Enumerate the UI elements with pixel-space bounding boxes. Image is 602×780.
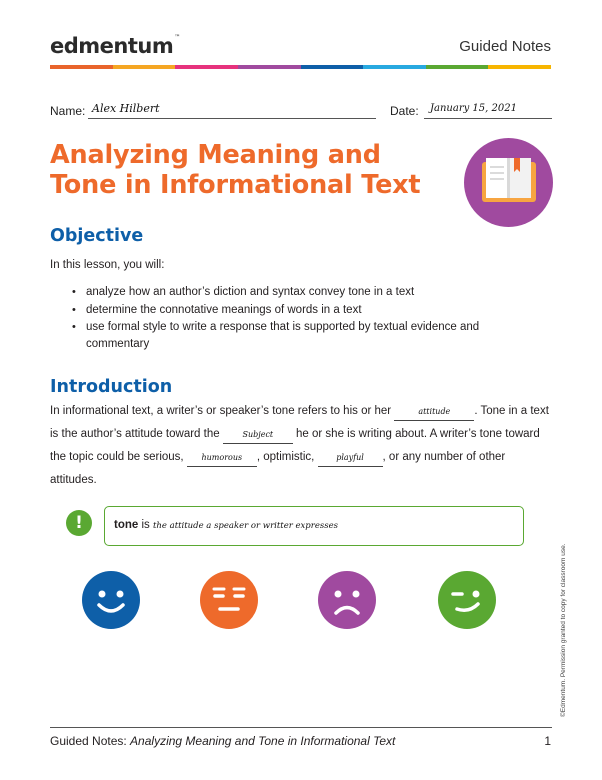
introduction-heading: Introduction <box>50 377 173 397</box>
objective-intro: In this lesson, you will: <box>50 259 165 271</box>
page-number: 1 <box>544 734 551 748</box>
book-icon <box>464 138 553 227</box>
list-item: • determine the connotative meanings of words in a text <box>72 302 512 319</box>
happy-face-icon <box>82 571 140 629</box>
blank-field[interactable]: humorous <box>187 452 257 467</box>
footer-divider <box>50 727 552 728</box>
list-item: • use formal style to write a response that is supported by textual evidence and commentary <box>72 319 512 352</box>
date-label: Date: <box>390 104 419 118</box>
date-value: January 15, 2021 <box>430 103 517 114</box>
footer-text: Guided Notes: Analyzing Meaning and Tone in Informational Text <box>50 734 396 748</box>
exclamation-icon: ! <box>66 510 92 536</box>
copyright-note: ©Edmentum. Permission granted to copy for classroom use. <box>560 543 567 717</box>
wink-face-icon <box>438 571 496 629</box>
title-line-1: Analyzing Meaning and <box>50 140 381 170</box>
objective-list <box>72 284 512 353</box>
definition-text: tone is the attitude a speaker or writter expresses <box>114 519 338 531</box>
date-field[interactable] <box>424 102 552 119</box>
title-line-2: Tone in Informational Text <box>50 170 421 200</box>
page-title <box>50 140 460 200</box>
document-type-label: Guided Notes <box>459 38 551 55</box>
blank-field[interactable]: attitude <box>394 406 474 421</box>
name-label: Name: <box>50 104 86 118</box>
list-item: • analyze how an author’s diction and syntax convey tone in a text <box>72 284 512 301</box>
serious-face-icon <box>200 571 258 629</box>
color-stripe <box>50 65 551 69</box>
introduction-paragraph: In informational text, a writer’s or speaker’s tone refers to his or her attitude . Tone in a text is the author’s attitude toward the Subject he or she is writing about. A writer’s tone toward the topic could be serious, humorous , optimistic, playful , or any number of other attitudes. <box>50 405 549 486</box>
edmentum-logo: edmentum™ <box>50 34 180 58</box>
blank-field[interactable]: Subject <box>223 429 293 444</box>
name-value: Alex Hilbert <box>92 102 160 115</box>
objective-heading: Objective <box>50 226 144 246</box>
definition-answer[interactable]: the attitude a speaker or writter expresses <box>153 521 338 531</box>
blank-field[interactable]: playful <box>318 452 383 467</box>
sad-face-icon <box>318 571 376 629</box>
name-field[interactable] <box>88 102 376 119</box>
